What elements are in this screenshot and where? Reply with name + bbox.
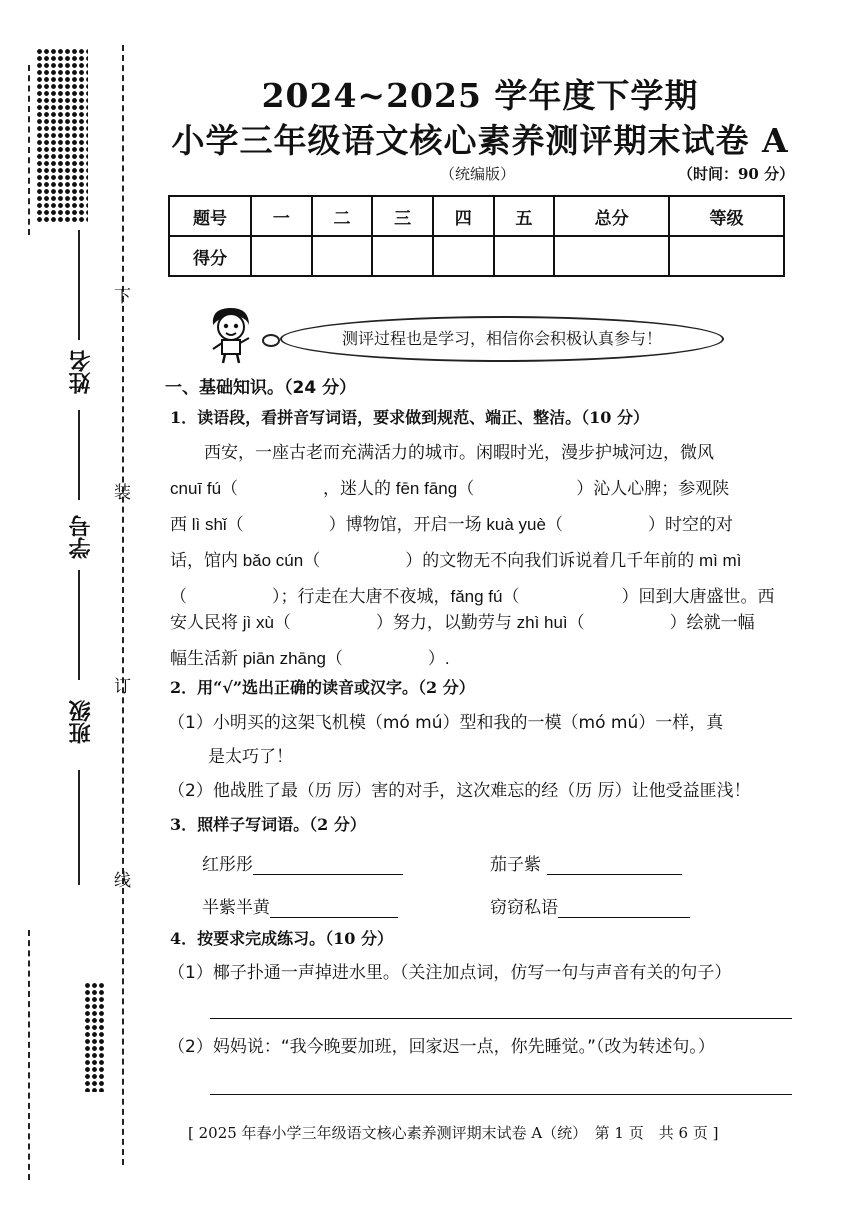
score-cell: 二 [312, 196, 373, 236]
section1-heading: 一、基础知识。（24 分） [165, 378, 357, 398]
binding-dot-pattern-bottom [84, 982, 106, 1092]
score-table-score-row [169, 236, 784, 276]
score-cell: 五 [494, 196, 555, 236]
q3-example-word: 茄子紫 [490, 855, 541, 875]
encouragement-bubble: 测评过程也是学习，相信你会积极认真参与！ [280, 316, 724, 362]
page-footer: [ 2025 年春小学三年级语文核心素养测评期末试卷 A（统） 第 1 页 共 6 页 ] [188, 1124, 719, 1142]
score-cell: 三 [372, 196, 433, 236]
name-line [78, 230, 80, 340]
q3-answer-blank[interactable] [547, 856, 682, 875]
score-cell: 总分 [554, 196, 669, 236]
q3-example [490, 850, 682, 875]
q2-item1-line1: （1）小明买的这架飞机模（mó mú）型和我的一模（mó mú）一样，真 [168, 713, 724, 733]
seal-char-ding: 订 [114, 677, 131, 697]
seal-char-xia: 下 [114, 287, 131, 307]
speech-bubble-tail [262, 334, 280, 347]
class-label: 班级 [69, 700, 94, 744]
q3-answer-blank[interactable] [558, 899, 690, 918]
q3-example [490, 893, 690, 918]
score-input-cell[interactable] [312, 236, 373, 276]
q3-answer-blank[interactable] [253, 856, 403, 875]
score-input-cell[interactable] [251, 236, 312, 276]
seal-char-xian: 线 [114, 871, 131, 891]
q3-example-word: 窃窃私语 [490, 898, 558, 918]
score-row-label: 得分 [169, 236, 251, 276]
q1-passage-line: 西安，一座古老而充满活力的城市。闲暇时光，漫步护城河边，微风 [170, 443, 714, 463]
seal-char-zhuang: 装 [114, 483, 131, 503]
q3-example [202, 893, 398, 918]
name-label: 姓名 [69, 350, 94, 394]
score-input-cell[interactable] [494, 236, 555, 276]
q4-item1: （1）椰子扑通一声掉进水里。（关注加点词，仿写一句与声音有关的句子） [168, 963, 732, 983]
binding-dot-pattern-top [36, 48, 88, 223]
q4-item2-answer-line[interactable] [210, 1094, 792, 1095]
score-input-cell[interactable] [372, 236, 433, 276]
q1-title: 1．读语段，看拼音写词语，要求做到规范、端正、整洁。（10 分） [170, 408, 649, 427]
class-line-upper [78, 570, 80, 680]
q2-item2: （2）他战胜了最（历 厉）害的对手，这次难忘的经（历 厉）让他受益匪浅！ [168, 781, 751, 801]
q2-title: 2．用“√”选出正确的读音或汉字。（2 分） [170, 678, 475, 697]
exam-title-line2: 小学三年级语文核心素养测评期末试卷 A [171, 121, 789, 160]
score-cell: 四 [433, 196, 494, 236]
score-table-header-row [169, 196, 784, 236]
q4-item2: （2）妈妈说：“我今晚要加班，回家迟一点，你先睡觉。”（改为转述句。） [168, 1037, 715, 1057]
q3-example [202, 850, 403, 875]
id-label: 学号 [69, 515, 94, 559]
q1-passage-line: cnuī fú（ ，迷人的 fēn fāng（ ）沁人心脾；参观陕 [170, 479, 730, 498]
score-cell: 等级 [669, 196, 784, 236]
score-input-cell[interactable] [669, 236, 784, 276]
q4-title: 4．按要求完成练习。（10 分） [170, 929, 393, 948]
student-mascot-icon [205, 305, 257, 365]
q2-item1-line2: 是太巧了！ [208, 747, 293, 767]
q3-example-word: 半紫半黄 [202, 898, 270, 918]
edition-label: （统编版） [440, 165, 516, 183]
id-line [78, 410, 80, 500]
q3-example-word: 红彤彤 [202, 855, 253, 875]
q1-passage-line: 西 lì shǐ（ ）博物馆，开启一场 kuà yuè（ ）时空的对 [170, 515, 733, 534]
class-line-lower [78, 770, 80, 885]
score-input-cell[interactable] [554, 236, 669, 276]
score-cell: 一 [251, 196, 312, 236]
score-table [168, 195, 785, 277]
q1-passage-line: （ ）；行走在大唐不夜城，fǎng fú（ ）回到大唐盛世。西 [170, 587, 775, 606]
q4-item1-answer-line[interactable] [210, 1018, 792, 1019]
q1-passage-line: 安人民将 jì xù（ ）努力，以勤劳与 zhì huì（ ）绘就一幅 [170, 613, 755, 632]
exam-title-line1: 2024~2025 学年度下学期 [261, 76, 699, 115]
time-label: （时间：90 分） [678, 165, 795, 183]
q1-passage-line: 幅生活新 piān zhāng（ ）. [170, 649, 450, 668]
q3-title: 3．照样子写词语。（2 分） [170, 815, 366, 834]
q3-answer-blank[interactable] [270, 899, 398, 918]
binding-dashed-line-outer-lower [28, 930, 30, 1180]
binding-dashed-line-outer [28, 65, 30, 235]
score-input-cell[interactable] [433, 236, 494, 276]
score-cell: 题号 [169, 196, 251, 236]
binding-dashed-line-inner [122, 45, 124, 1165]
q1-passage-line: 话，馆内 bǎo cún（ ）的文物无不向我们诉说着几千年前的 mì mì [170, 551, 742, 570]
